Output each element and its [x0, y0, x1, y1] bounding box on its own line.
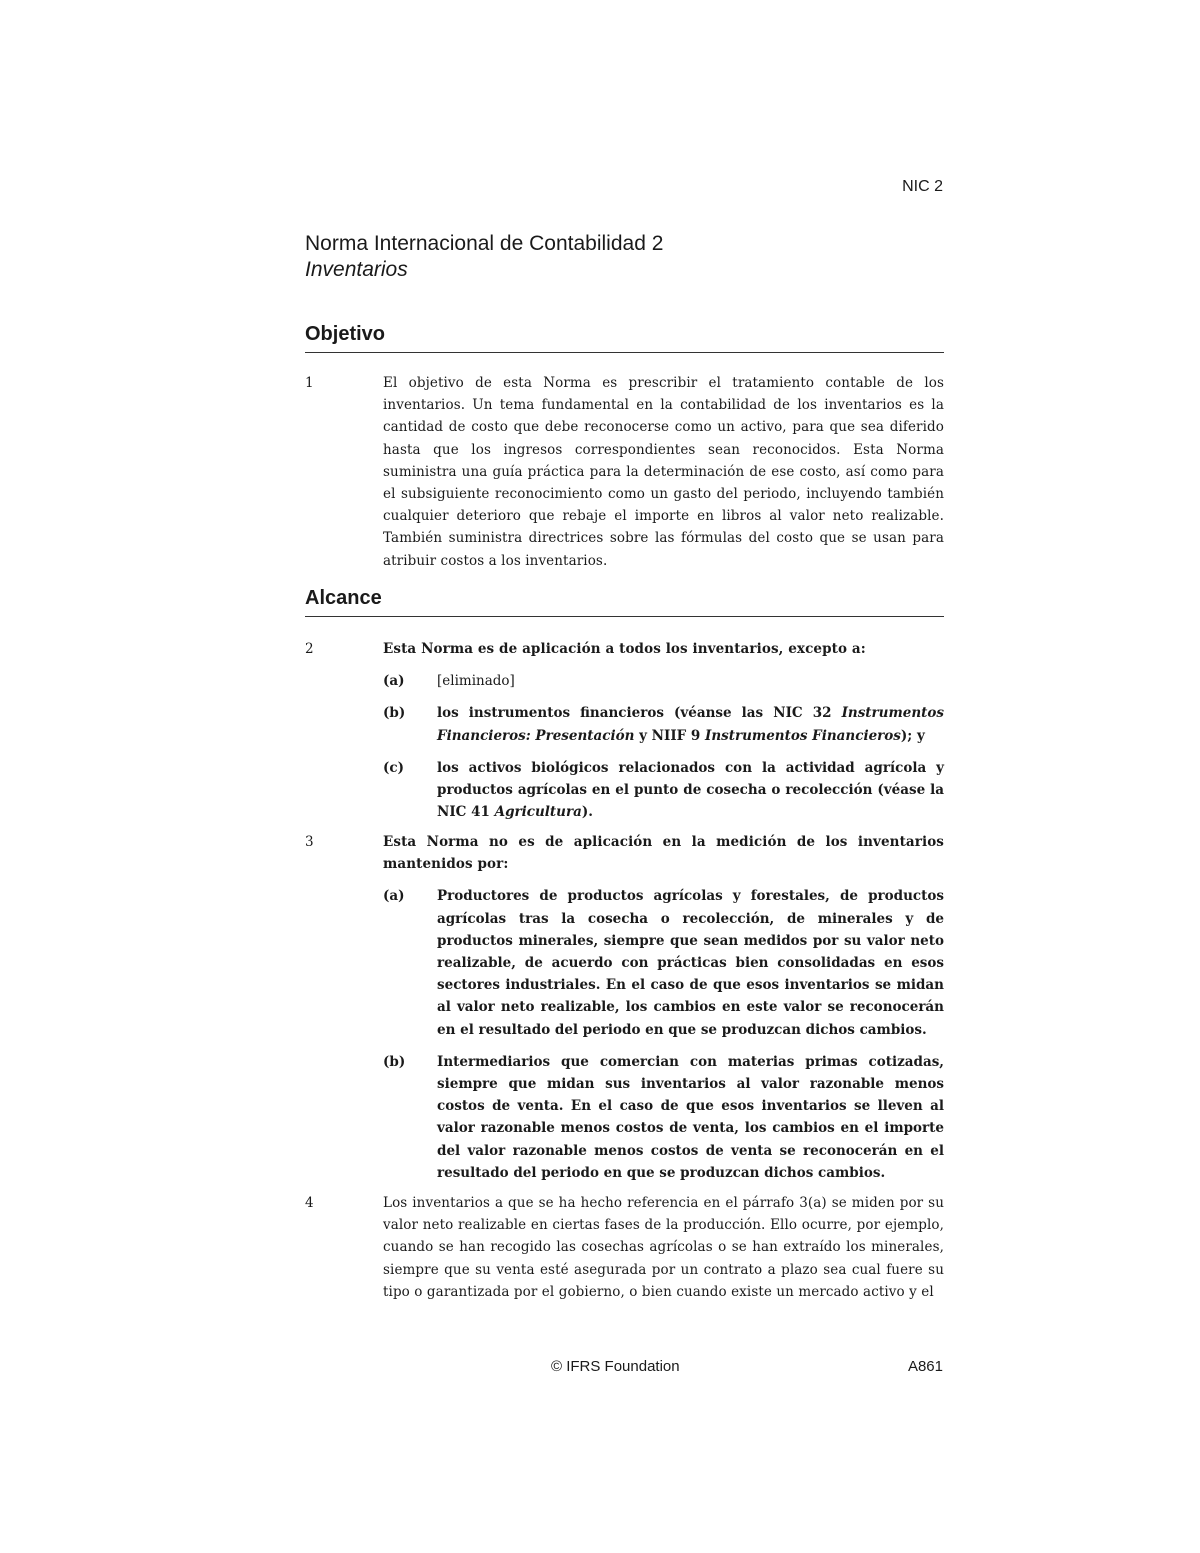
paragraph-number: 1	[305, 375, 314, 391]
list-item-text: [eliminado]	[437, 673, 515, 690]
paragraph-3	[305, 831, 944, 1184]
italic-run: Instrumentos Financieros	[705, 727, 901, 744]
italic-run: Agricultura	[494, 804, 582, 821]
paragraph-number: 4	[305, 1195, 314, 1211]
list-item-text	[437, 702, 944, 746]
paragraph-text: Esta Norma no es de aplicación en la medición de los inventarios mantenidos por:	[383, 834, 944, 873]
list-item-label: (b)	[383, 705, 406, 722]
footer-copyright: © IFRS Foundation	[551, 1358, 680, 1375]
section-heading-objetivo: Objetivo	[305, 323, 944, 353]
list-item	[383, 757, 944, 824]
list-item-label: (a)	[383, 888, 405, 905]
paragraph-number: 3	[305, 834, 314, 850]
paragraph-text: Esta Norma es de aplicación a todos los inventarios, excepto a:	[383, 641, 866, 657]
italic-run: Instrumentos Financieros: Presentación	[437, 705, 944, 744]
section-heading-alcance: Alcance	[305, 587, 944, 617]
paragraph-text: Los inventarios a que se ha hecho referencia en el párrafo 3(a) se miden por su valor neto realizable en ciertas fases de la producción. Ello ocurre, por ejemplo, cuando se han recogido las cosechas agrícolas o se han extraído los minerales, siempre que su venta esté asegurada por un contrato a plazo sea cual fuere su tipo o garantizada por el gobierno, o bien cuando existe un mercado activo y el	[383, 1195, 944, 1300]
paragraph-2	[305, 638, 944, 823]
paragraph-4	[305, 1192, 944, 1303]
list-item-label: (a)	[383, 673, 405, 690]
footer-page-number: A861	[907, 1358, 943, 1375]
text-run: los instrumentos financieros (véanse las NIC 32	[437, 705, 842, 722]
text-run: y NIIF 9	[634, 727, 706, 744]
text-run: los activos biológicos relacionados con la actividad agrícola y productos agrícolas en el punto de cosecha o recolección (véase la NIC 41	[437, 759, 944, 821]
list-item	[383, 702, 944, 746]
title-block	[305, 231, 944, 283]
list-item	[383, 1051, 944, 1184]
paragraph-number: 2	[305, 641, 314, 657]
paragraph-text: El objetivo de esta Norma es prescribir el tratamiento contable de los inventarios. Un tema fundamental en la contabilidad de los inventarios es la cantidad de costo que debe reconocerse como un activo, para que sea diferido hasta que los ingresos correspondientes sean reconocidos. Esta Norma suministra una guía práctica para la determinación de ese costo, así como para el subsiguiente reconocimiento como un gasto del periodo, incluyendo también cualquier deterioro que rebaje el importe en libros al valor neto realizable. También suministra directrices sobre las fórmulas del costo que se usan para atribuir costos a los inventarios.	[383, 375, 944, 569]
list-item-text: Intermediarios que comercian con materias primas cotizadas, siempre que midan sus inventarios al valor razonable menos costos de venta. En el caso de que esos inventarios se lleven al valor razonable menos costos de venta, los cambios en el importe del valor razonable menos costos de venta se reconocerán en el resultado del periodo en que se produzcan dichos cambios.	[437, 1053, 944, 1181]
list-item-text: Productores de productos agrícolas y forestales, de productos agrícolas tras la cosecha o recolección, de minerales y de productos minerales, siempre que sean medidos por su valor neto realizable, de acuerdo con prácticas bien consolidadas en esos sectores industriales. En el caso de que esos inventarios se midan al valor neto realizable, los cambios en este valor se reconocerán en el resultado del periodo en que se produzcan dichos cambios.	[437, 888, 944, 1038]
list-item-label: (c)	[383, 759, 404, 776]
list-item-text	[437, 757, 944, 824]
text-run: ).	[581, 804, 593, 821]
list-item-label: (b)	[383, 1053, 406, 1070]
document-subtitle: Inventarios	[305, 258, 408, 281]
text-run: ); y	[900, 727, 925, 744]
header-standard-code: NIC 2	[902, 178, 943, 195]
paragraph-1	[305, 372, 944, 572]
document-title: Norma Internacional de Contabilidad 2	[305, 232, 664, 255]
list-item	[383, 670, 944, 692]
list-item	[383, 885, 944, 1040]
